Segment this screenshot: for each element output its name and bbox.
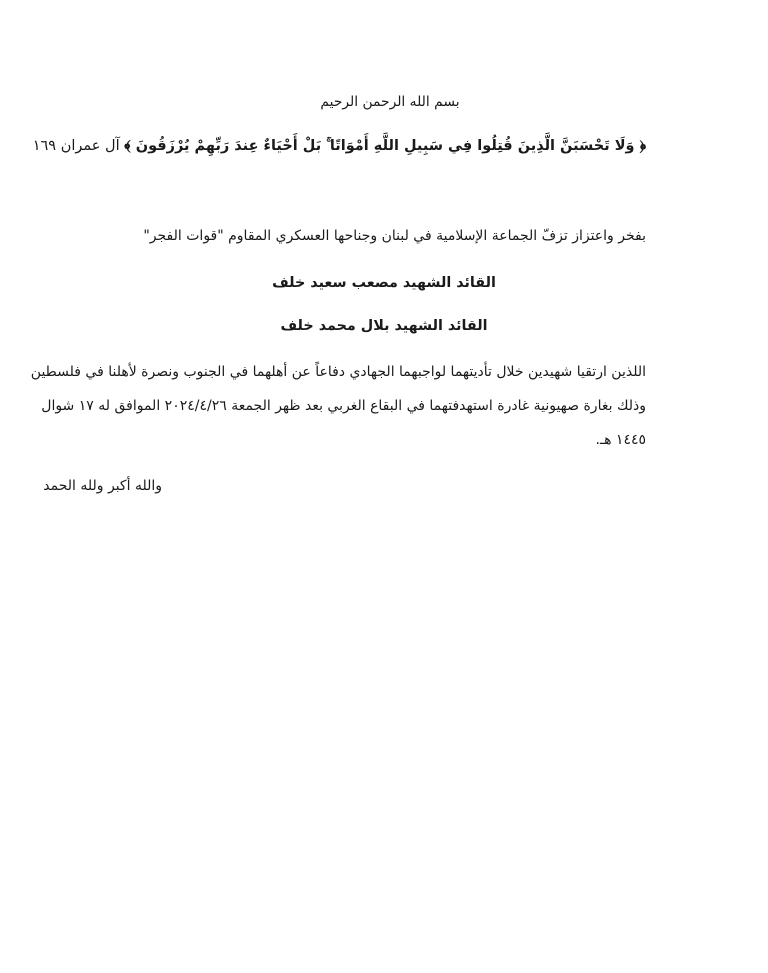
basmala: [0, 94, 768, 110]
martyr-name: القائد الشهيد بلال محمد خلف: [280, 318, 488, 334]
quran-verse: [33, 138, 646, 154]
body-line: ١٤٤٥ هـ.: [595, 432, 646, 448]
closing-line: والله أكبر ولله الحمد: [43, 478, 162, 494]
martyr-name: القائد الشهيد مصعب سعيد خلف: [272, 275, 496, 291]
body-line: اللذين ارتقيا شهيدين خلال تأديتهما لواجبهما الجهادي دفاعاً عن أهلهما في الجنوب ونصرة لأهلنا في فلسطين: [30, 364, 646, 380]
verse-text: ﴿ وَلَا تَحْسَبَنَّ الَّذِينَ قُتِلُوا فِي سَبِيلِ اللَّهِ أَمْوَاتًا ۚ بَلْ أَحْيَاءٌ عِندَ رَبِّهِمْ يُرْزَقُونَ ﴾: [124, 138, 646, 154]
verse-reference: آل عمران ١٦٩: [32, 138, 120, 154]
intro-line: بفخر واعتزاز تزفّ الجماعة الإسلامية في لبنان وجناحها العسكري المقاوم "قوات الفجر": [143, 228, 646, 244]
basmala-text: بسم الله الرحمن الرحيم: [320, 94, 460, 110]
body-line: وذلك بغارة صهيونية غادرة استهدفتهما في البقاع الغربي بعد ظهر الجمعة ٢٠٢٤/٤/٢٦ الموافق له ١٧ شوال: [41, 398, 646, 414]
